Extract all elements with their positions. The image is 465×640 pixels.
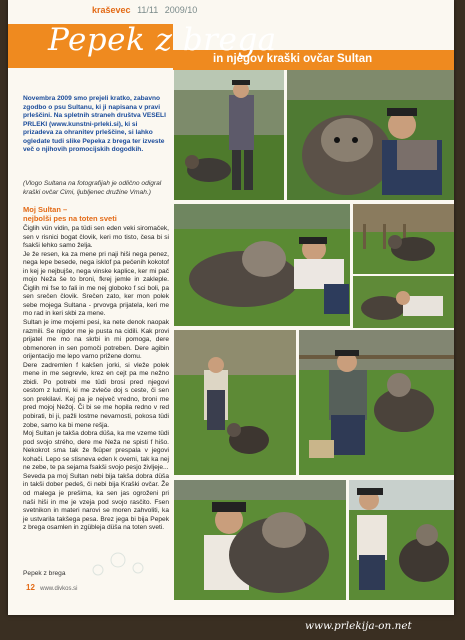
magazine-brand bbox=[92, 5, 197, 15]
article-body bbox=[23, 225, 169, 533]
website-watermark: www.prlekija-on.net bbox=[305, 620, 412, 632]
photo-man-kneeling-with-dog bbox=[349, 480, 454, 600]
photo-man-walking-with-dog bbox=[174, 330, 296, 475]
brand-name: kraševec bbox=[92, 5, 131, 15]
body-paragraph: Dere zadremlen f kakšen jorki, si vleže polek mene in me segrevle, krez en cejt pa me nežno zbidi. Po potrebi me tüdi brosi pred njegovi cestom z ludmi, ki me zvleče doj s ceste, či sen son prekilavi. Kej pa je nejveč vredno, broni me pred mojoj Nežoj. Či bi se me hopila redno v red pobirati, bi ji, pažli lostme nevarnosti, pokosa tüdi zobe, samo ka bi mene rešja. bbox=[23, 361, 169, 429]
article-title: Pepek z brega bbox=[48, 22, 277, 58]
photo-man-resting-with-dog bbox=[353, 276, 454, 328]
section-heading-line2: nejbolši pes na toten sveti bbox=[23, 214, 117, 223]
issue-date: 2009/10 bbox=[164, 5, 198, 15]
page-url: www.divkos.si bbox=[40, 586, 78, 592]
photo-credit: (Vlogo Sultana na fotografijah je odlično odigral kraški ovčar Cimi, ljubljenec družine Vmah.) bbox=[23, 180, 162, 196]
decorative-ornament bbox=[88, 540, 148, 580]
body-paragraph: Sultan je ime mojemi pesi, ka nete denok naopak razmili. Se nigdor me je pusta na cidili. Kak provi prijatel me mo na skrbi in mi pomoga, dere obmenoren in sen pomoči potreben. Dere agibin orijentacijo me lepo varno priženе domu. bbox=[23, 319, 169, 361]
intro-paragraph: Novembra 2009 smo prejeli kratko, zabavno zgodbo o psu Sultanu, ki ji napisana v pravi prleščini. Na spletnih straneh društva VESELI PRLEKI (www.kunstni-prleki.si), ki si prizadeva za ohranitev prleščine, si lahko ogledate tudi slike Pepeka z brega ter izveste več o njihovih promocijskih dogodkih. bbox=[23, 95, 166, 154]
photo-dog-near-fence bbox=[353, 204, 454, 274]
section-heading bbox=[23, 205, 169, 223]
photo-man-hugging-dog bbox=[287, 70, 454, 200]
body-paragraph: Seveda pa moj Sultan nebi bija takša dobra düša in takši dober pedeš, či nebi bija Kraški ovčar. Že od malega je prešima, ka sen jas ogroženi pri naši hiši in me je vzeja pod svojo rasčito. Fsen svetnikon in materi narovi se moren zahvoliti, ka je ustvarila takšega pesa. Brez jega bi bija Pepek z brega osamlen in zgübleja düša na toten sveti. bbox=[23, 472, 169, 532]
body-paragraph: Čiglih vün vidin, pa tüdi sen eden veki siromaček, sen v risnici bogat človik, keri mo tisto, česa bi si fsakši lehko samo želja. bbox=[23, 225, 169, 250]
photo-man-standing-with-dog bbox=[174, 70, 284, 200]
photo-man-lying-with-dog bbox=[174, 204, 350, 326]
magazine-page bbox=[8, 0, 454, 615]
page-footer bbox=[26, 583, 77, 592]
photo-man-embracing-dog bbox=[174, 480, 346, 600]
page-number: 12 bbox=[26, 583, 35, 592]
photo-man-sitting-with-dog bbox=[299, 330, 454, 475]
body-paragraph: Moj Sultan je takša dobra düša, ka me vzeme tüdi pod svojo strého, dere me Neža ne spisti f hišo. Nekokrot sma tak že fküper prespala v jegovi kohači. Lepo se stisneva eden k ovemi, tak ka nej ne zebe, te pa sejama fsakši svojo pesjo življeje... bbox=[23, 430, 169, 472]
issue-number: 11/11 bbox=[137, 5, 159, 15]
section-heading-line1: Moj Sultan – bbox=[23, 205, 68, 214]
article-signature: Pepek z brega bbox=[23, 570, 66, 577]
body-paragraph: Je že resen, ka za mene pri naji hiši nega penez, nega lepe besede, nega isklof pa pečenih kokotof in kej je nejbujše, nega vinske kaplice, ker mi pač mojo Neža še to broni, fkrej jemle in zakleple. Čiglih mi fse to fali in me nej globoko f sci boli, pa sen srečen človik. Srečen zato, ker mon polek sebe mojega Sultana - prvovga prijatela, keri me mo rad in keri skbi za mene. bbox=[23, 250, 169, 318]
article-subtitle: in njegov kraški ovčar Sultan bbox=[213, 53, 373, 65]
